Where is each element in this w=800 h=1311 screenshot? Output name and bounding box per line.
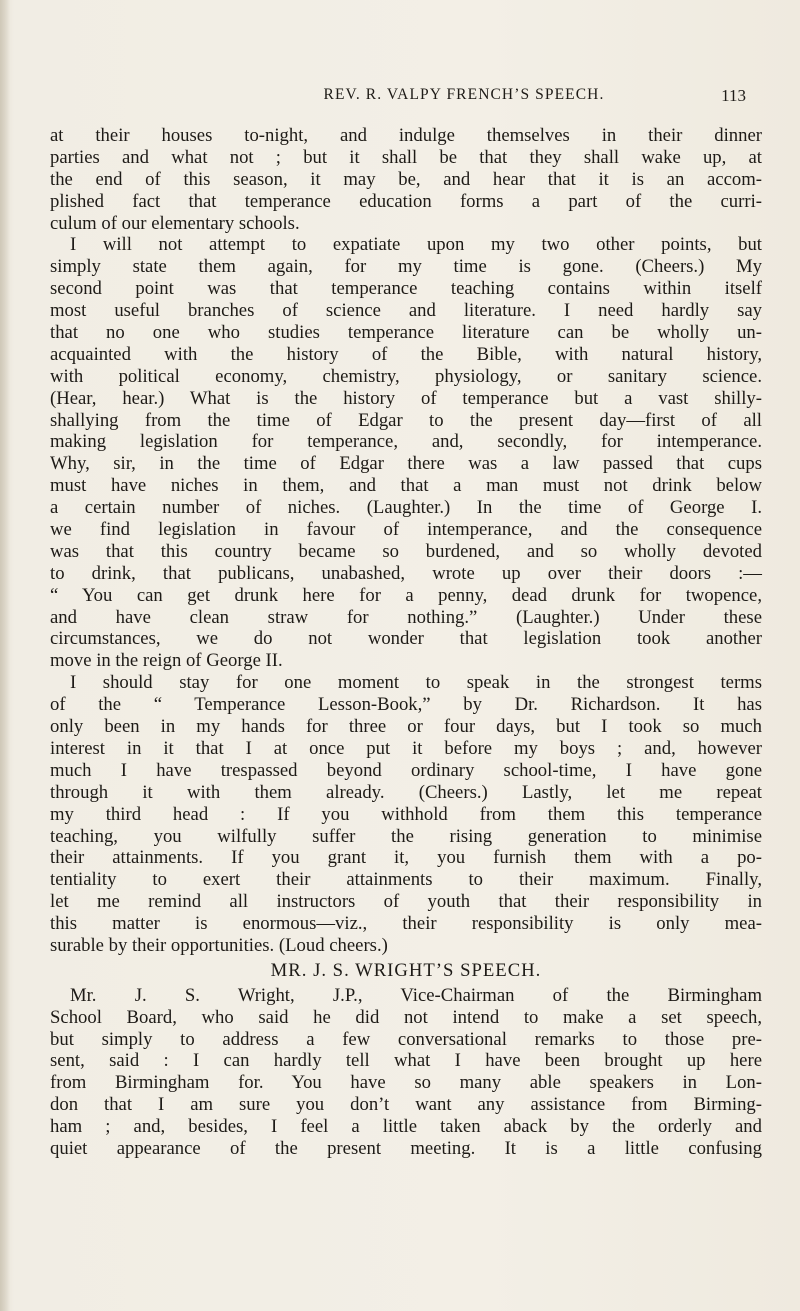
text-line: Mr. J. S. Wright, J.P., Vice-Chairman of the Birmingham bbox=[70, 984, 762, 1006]
page-header bbox=[48, 86, 760, 110]
text-line: this matter is enormous—viz., their responsibility is only mea- bbox=[50, 913, 762, 935]
text-line: making legislation for temperance, and, secondly, for intemperance. bbox=[50, 431, 762, 453]
text-line: culum of our elementary schools. bbox=[50, 212, 300, 234]
text-line: shallying from the time of Edgar to the present day—first of all bbox=[50, 409, 762, 431]
text-line: but simply to address a few conversational remarks to those pre- bbox=[50, 1028, 762, 1050]
text-line: Why, sir, in the time of Edgar there was a law passed that cups bbox=[50, 453, 762, 475]
text-line: let me remind all instructors of youth that their responsibility in bbox=[50, 891, 762, 913]
section-paragraph bbox=[50, 985, 762, 1160]
text-line: second point was that temperance teaching contains within itself bbox=[50, 278, 762, 300]
text-line: “ You can get drunk here for a penny, dead drunk for twopence, bbox=[50, 584, 762, 606]
text-line: interest in it that I at once put it before my boys ; and, however bbox=[50, 737, 762, 759]
text-line: only been in my hands for three or four days, but I took so much bbox=[50, 716, 762, 738]
text-line: my third head : If you withhold from them this temperance bbox=[50, 803, 762, 825]
text-line: of the “ Temperance Lesson-Book,” by Dr. Richardson. It has bbox=[50, 694, 762, 716]
text-line: must have niches in them, and that a man must not drink below bbox=[50, 475, 762, 497]
text-line: acquainted with the history of the Bible, with natural history, bbox=[50, 343, 762, 365]
text-line: ham ; and, besides, I feel a little taken aback by the orderly and bbox=[50, 1116, 762, 1138]
text-line: simply state them again, for my time is gone. (Cheers.) My bbox=[50, 256, 762, 278]
text-line: to drink, that publicans, unabashed, wrote up over their doors :— bbox=[50, 562, 762, 584]
text-line: don that I am sure you don’t want any assistance from Birming- bbox=[50, 1094, 762, 1116]
text-line: tentiality to exert their attainments to their maximum. Finally, bbox=[50, 869, 762, 891]
text-line: the end of this season, it may be, and hear that it is an accom- bbox=[50, 168, 762, 190]
body-text bbox=[50, 125, 762, 1160]
paragraph-2 bbox=[50, 234, 762, 672]
paragraph-1 bbox=[50, 125, 762, 234]
text-line: most useful branches of science and literature. I need hardly say bbox=[50, 300, 762, 322]
text-line: and have clean straw for nothing.” (Laughter.) Under these bbox=[50, 606, 762, 628]
text-line: through it with them already. (Cheers.) Lastly, let me repeat bbox=[50, 781, 762, 803]
text-line: much I have trespassed beyond ordinary school-time, I have gone bbox=[50, 759, 762, 781]
text-line: circumstances, we do not wonder that legislation took another bbox=[50, 628, 762, 650]
text-line: with political economy, chemistry, physiology, or sanitary science. bbox=[50, 365, 762, 387]
text-line: was that this country became so burdened, and so wholly devoted bbox=[50, 540, 762, 562]
text-line: we find legislation in favour of intemperance, and the consequence bbox=[50, 519, 762, 541]
text-line: move in the reign of George II. bbox=[50, 650, 283, 672]
text-line: I will not attempt to expatiate upon my two other points, but bbox=[70, 234, 762, 256]
section-heading: MR. J. S. WRIGHT’S SPEECH. bbox=[270, 959, 542, 981]
page-number: 113 bbox=[721, 86, 746, 105]
text-line: their attainments. If you grant it, you furnish them with a po- bbox=[50, 847, 762, 869]
text-line: at their houses to-night, and indulge themselves in their dinner bbox=[50, 125, 762, 146]
text-line: School Board, who said he did not intend to make a set speech, bbox=[50, 1006, 762, 1028]
text-line: parties and what not ; but it shall be that they shall wake up, at bbox=[50, 146, 762, 168]
text-line: from Birmingham for. You have so many able speakers in Lon- bbox=[50, 1072, 762, 1094]
text-line: sent, said : I can hardly tell what I have been brought up here bbox=[50, 1050, 762, 1072]
text-line: plished fact that temperance education forms a part of the curri- bbox=[50, 190, 762, 212]
text-line: quiet appearance of the present meeting. It is a little confusing bbox=[50, 1137, 762, 1159]
paragraph-3 bbox=[50, 672, 762, 957]
spine-shadow bbox=[0, 0, 10, 1311]
text-line: I should stay for one moment to speak in the strongest terms bbox=[70, 672, 762, 694]
running-head: REV. R. VALPY FRENCH’S SPEECH. bbox=[323, 86, 605, 103]
text-line: a certain number of niches. (Laughter.) In the time of George I. bbox=[50, 497, 762, 519]
text-line: surable by their opportunities. (Loud cheers.) bbox=[50, 934, 388, 956]
text-line: that no one who studies temperance literature can be wholly un- bbox=[50, 322, 762, 344]
text-line: teaching, you wilfully suffer the rising generation to minimise bbox=[50, 825, 762, 847]
text-line: (Hear, hear.) What is the history of temperance but a vast shilly- bbox=[50, 387, 762, 409]
